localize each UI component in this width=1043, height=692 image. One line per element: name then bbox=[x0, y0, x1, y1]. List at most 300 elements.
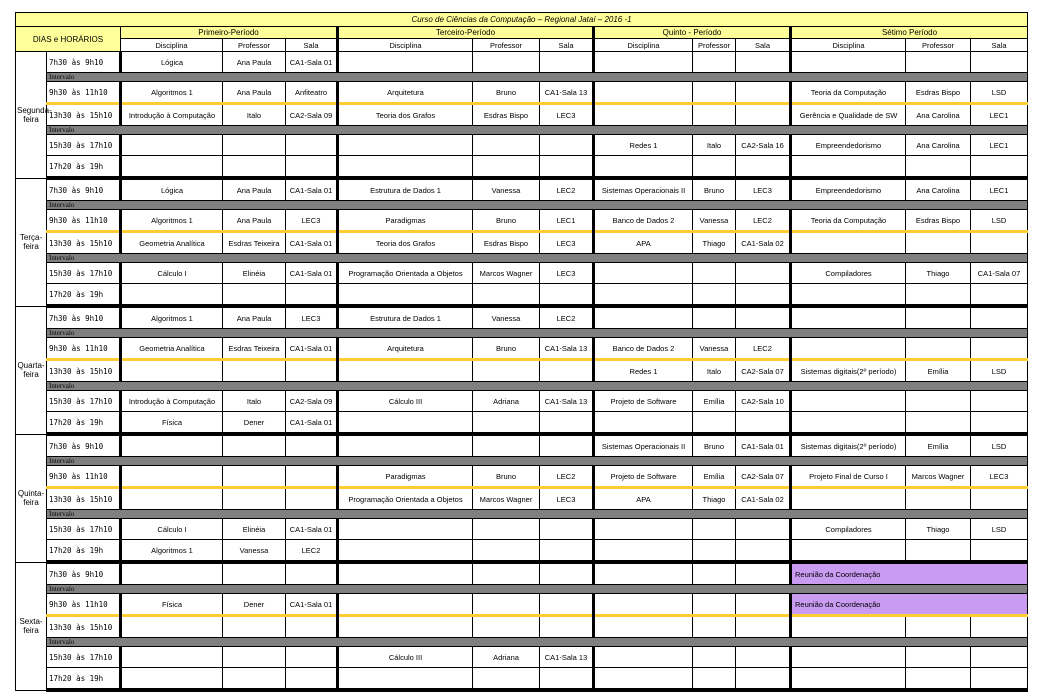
time-slot-label: 13h30 às 15h10 bbox=[47, 104, 121, 126]
p5-sala-cell: LEC2 bbox=[736, 210, 791, 232]
p3-professor-cell bbox=[473, 519, 540, 540]
p3-professor-cell bbox=[473, 434, 540, 457]
p3-disciplina-cell: Paradigmas bbox=[338, 466, 473, 488]
p7-professor-cell: Ana Carolina bbox=[906, 104, 971, 126]
p3-sala-cell bbox=[540, 519, 594, 540]
time-slot-row bbox=[16, 594, 1028, 616]
p1-sala-cell: LEC3 bbox=[286, 210, 338, 232]
time-slot-row bbox=[16, 232, 1028, 254]
time-slot-label: 15h30 às 17h10 bbox=[47, 135, 121, 156]
p3-disciplina-cell: Teoria dos Grafos bbox=[338, 104, 473, 126]
p7-disciplina-cell bbox=[791, 616, 906, 638]
p1-disciplina-cell: Cálculo I bbox=[121, 263, 223, 284]
p1-sala-cell: CA1-Sala 01 bbox=[286, 52, 338, 73]
p7-professor-cell bbox=[906, 647, 971, 668]
p3-sala-cell bbox=[540, 594, 594, 616]
p5-professor-cell: Emília bbox=[693, 391, 736, 412]
period-header-1: Primeiro-Período bbox=[121, 27, 338, 39]
p5-professor-cell bbox=[693, 52, 736, 73]
p7-sala-cell bbox=[971, 338, 1028, 360]
p5-disciplina-cell: APA bbox=[594, 488, 693, 510]
p5-professor-cell bbox=[693, 562, 736, 585]
interval-row bbox=[16, 638, 1028, 647]
p3-disciplina-cell bbox=[338, 519, 473, 540]
p7-sala-cell bbox=[971, 52, 1028, 73]
p7-sala-cell: CA1-Sala 07 bbox=[971, 263, 1028, 284]
p5-disciplina-cell: Projeto de Software bbox=[594, 466, 693, 488]
p1-disciplina-cell: Algoritmos 1 bbox=[121, 82, 223, 104]
coordination-meeting-cell: Reunião da Coordenação bbox=[791, 594, 1028, 616]
col-header-disciplina: Disciplina bbox=[594, 39, 693, 52]
p7-disciplina-cell: Projeto Final de Curso I bbox=[791, 466, 906, 488]
p7-sala-cell: LEC3 bbox=[971, 466, 1028, 488]
p5-sala-cell bbox=[736, 104, 791, 126]
p5-sala-cell bbox=[736, 52, 791, 73]
p3-disciplina-cell bbox=[338, 540, 473, 563]
time-slot-label: 9h30 às 11h10 bbox=[47, 594, 121, 616]
p1-professor-cell: Ana Paula bbox=[223, 82, 286, 104]
p5-professor-cell bbox=[693, 306, 736, 329]
col-header-professor: Professor bbox=[223, 39, 286, 52]
p5-professor-cell: Vanessa bbox=[693, 210, 736, 232]
p7-professor-cell bbox=[906, 232, 971, 254]
p3-professor-cell: Marcos Wagner bbox=[473, 263, 540, 284]
p1-sala-cell: CA1-Sala 01 bbox=[286, 263, 338, 284]
p3-disciplina-cell: Programação Orientada a Objetos bbox=[338, 263, 473, 284]
p1-disciplina-cell: Algoritmos 1 bbox=[121, 306, 223, 329]
p1-disciplina-cell bbox=[121, 488, 223, 510]
col-header-sala: Sala bbox=[286, 39, 338, 52]
p1-professor-cell: Dener bbox=[223, 412, 286, 435]
p3-sala-cell bbox=[540, 540, 594, 563]
p3-professor-cell bbox=[473, 668, 540, 691]
p3-sala-cell: CA1-Sala 13 bbox=[540, 647, 594, 668]
p7-professor-cell bbox=[906, 668, 971, 691]
p7-disciplina-cell: Compiladores bbox=[791, 263, 906, 284]
p1-disciplina-cell: Física bbox=[121, 412, 223, 435]
schedule-sheet bbox=[15, 12, 1028, 692]
p7-disciplina-cell bbox=[791, 540, 906, 563]
p3-professor-cell bbox=[473, 412, 540, 435]
p3-disciplina-cell bbox=[338, 562, 473, 585]
interval-label: Intervalo bbox=[47, 457, 1028, 466]
p5-sala-cell bbox=[736, 540, 791, 563]
p1-sala-cell bbox=[286, 156, 338, 179]
p7-professor-cell: Ana Carolina bbox=[906, 178, 971, 201]
col-header-disciplina: Disciplina bbox=[121, 39, 223, 52]
p7-sala-cell bbox=[971, 156, 1028, 179]
interval-row bbox=[16, 73, 1028, 82]
p3-disciplina-cell: Cálculo III bbox=[338, 647, 473, 668]
p1-sala-cell: LEC3 bbox=[286, 306, 338, 329]
p3-professor-cell bbox=[473, 284, 540, 307]
p1-disciplina-cell bbox=[121, 647, 223, 668]
p7-disciplina-cell: Sistemas digitais(2º período) bbox=[791, 360, 906, 382]
p1-sala-cell: CA1-Sala 01 bbox=[286, 519, 338, 540]
p3-disciplina-cell bbox=[338, 412, 473, 435]
p7-disciplina-cell bbox=[791, 156, 906, 179]
p1-sala-cell bbox=[286, 135, 338, 156]
interval-label: Intervalo bbox=[47, 254, 1028, 263]
time-slot-row bbox=[16, 104, 1028, 126]
p1-professor-cell bbox=[223, 466, 286, 488]
p5-sala-cell: CA2-Sala 10 bbox=[736, 391, 791, 412]
col-header-sala: Sala bbox=[540, 39, 594, 52]
p1-sala-cell: CA2-Sala 09 bbox=[286, 391, 338, 412]
p5-professor-cell bbox=[693, 82, 736, 104]
p7-sala-cell bbox=[971, 616, 1028, 638]
time-slot-row bbox=[16, 466, 1028, 488]
time-slot-label: 7h30 às 9h10 bbox=[47, 306, 121, 329]
p3-professor-cell: Bruno bbox=[473, 82, 540, 104]
p7-professor-cell: Emília bbox=[906, 360, 971, 382]
p1-professor-cell bbox=[223, 360, 286, 382]
p5-sala-cell bbox=[736, 412, 791, 435]
p5-sala-cell bbox=[736, 616, 791, 638]
p7-professor-cell bbox=[906, 52, 971, 73]
p7-professor-cell bbox=[906, 338, 971, 360]
time-slot-row bbox=[16, 668, 1028, 691]
time-slot-label: 17h20 às 19h bbox=[47, 284, 121, 307]
p1-sala-cell bbox=[286, 284, 338, 307]
p3-disciplina-cell: Teoria dos Grafos bbox=[338, 232, 473, 254]
p3-sala-cell bbox=[540, 668, 594, 691]
p3-professor-cell: Marcos Wagner bbox=[473, 488, 540, 510]
p3-sala-cell: LEC3 bbox=[540, 263, 594, 284]
p7-sala-cell: LEC1 bbox=[971, 104, 1028, 126]
interval-label: Intervalo bbox=[47, 585, 1028, 594]
p3-disciplina-cell: Arquitetura bbox=[338, 338, 473, 360]
p1-sala-cell: CA1-Sala 01 bbox=[286, 594, 338, 616]
p5-disciplina-cell bbox=[594, 52, 693, 73]
p5-disciplina-cell: APA bbox=[594, 232, 693, 254]
time-slot-label: 7h30 às 9h10 bbox=[47, 178, 121, 201]
p7-professor-cell: Thiago bbox=[906, 519, 971, 540]
p1-disciplina-cell: Física bbox=[121, 594, 223, 616]
interval-label: Intervalo bbox=[47, 126, 1028, 135]
p1-disciplina-cell: Geometria Analítica bbox=[121, 338, 223, 360]
p5-professor-cell bbox=[693, 263, 736, 284]
p7-disciplina-cell: Sistemas digitais(2º período) bbox=[791, 434, 906, 457]
p1-disciplina-cell bbox=[121, 156, 223, 179]
p5-sala-cell bbox=[736, 594, 791, 616]
interval-label: Intervalo bbox=[47, 382, 1028, 391]
p3-professor-cell bbox=[473, 616, 540, 638]
p5-professor-cell: Italo bbox=[693, 135, 736, 156]
p7-professor-cell bbox=[906, 391, 971, 412]
p1-sala-cell: CA1-Sala 01 bbox=[286, 338, 338, 360]
p5-sala-cell: CA1-Sala 01 bbox=[736, 434, 791, 457]
time-slot-row bbox=[16, 488, 1028, 510]
p7-disciplina-cell bbox=[791, 668, 906, 691]
p5-disciplina-cell bbox=[594, 668, 693, 691]
time-slot-row bbox=[16, 562, 1028, 585]
interval-row bbox=[16, 254, 1028, 263]
time-slot-label: 15h30 às 17h10 bbox=[47, 391, 121, 412]
p5-disciplina-cell: Sistemas Operacionais II bbox=[594, 434, 693, 457]
time-slot-label: 17h20 às 19h bbox=[47, 412, 121, 435]
p1-disciplina-cell bbox=[121, 668, 223, 691]
col-header-disciplina: Disciplina bbox=[338, 39, 473, 52]
p1-disciplina-cell bbox=[121, 466, 223, 488]
p1-sala-cell bbox=[286, 616, 338, 638]
p5-disciplina-cell bbox=[594, 594, 693, 616]
p1-professor-cell: Esdras Teixeira bbox=[223, 232, 286, 254]
col-header-sala: Sala bbox=[971, 39, 1028, 52]
p5-disciplina-cell: Redes 1 bbox=[594, 360, 693, 382]
p5-disciplina-cell bbox=[594, 412, 693, 435]
p7-professor-cell: Thiago bbox=[906, 263, 971, 284]
p7-professor-cell: Esdras Bispo bbox=[906, 82, 971, 104]
p3-disciplina-cell bbox=[338, 594, 473, 616]
p1-professor-cell bbox=[223, 284, 286, 307]
p5-disciplina-cell: Redes 1 bbox=[594, 135, 693, 156]
p5-sala-cell: LEC2 bbox=[736, 338, 791, 360]
p5-disciplina-cell: Banco de Dados 2 bbox=[594, 338, 693, 360]
col-header-professor: Professor bbox=[473, 39, 540, 52]
p5-professor-cell: Bruno bbox=[693, 178, 736, 201]
p1-sala-cell bbox=[286, 668, 338, 691]
time-slot-row bbox=[16, 540, 1028, 563]
p3-sala-cell bbox=[540, 616, 594, 638]
p3-sala-cell: LEC3 bbox=[540, 488, 594, 510]
p3-disciplina-cell bbox=[338, 360, 473, 382]
p7-disciplina-cell: Teoria da Computação bbox=[791, 82, 906, 104]
p1-professor-cell bbox=[223, 616, 286, 638]
time-slot-row bbox=[16, 156, 1028, 179]
p5-sala-cell bbox=[736, 306, 791, 329]
p3-disciplina-cell bbox=[338, 668, 473, 691]
p1-disciplina-cell bbox=[121, 562, 223, 585]
time-slot-label: 7h30 às 9h10 bbox=[47, 434, 121, 457]
time-slot-row bbox=[16, 178, 1028, 201]
time-slot-row bbox=[16, 391, 1028, 412]
p1-professor-cell: Elinéia bbox=[223, 519, 286, 540]
p7-disciplina-cell bbox=[791, 488, 906, 510]
p3-sala-cell bbox=[540, 52, 594, 73]
p7-professor-cell bbox=[906, 156, 971, 179]
p1-sala-cell: LEC2 bbox=[286, 540, 338, 563]
p1-professor-cell: Ana Paula bbox=[223, 52, 286, 73]
p5-disciplina-cell bbox=[594, 284, 693, 307]
p7-professor-cell bbox=[906, 540, 971, 563]
time-slot-row bbox=[16, 519, 1028, 540]
p7-sala-cell bbox=[971, 668, 1028, 691]
interval-row bbox=[16, 201, 1028, 210]
p5-professor-cell bbox=[693, 616, 736, 638]
time-slot-label: 17h20 às 19h bbox=[47, 156, 121, 179]
p7-sala-cell: LSD bbox=[971, 360, 1028, 382]
p1-professor-cell: Italo bbox=[223, 104, 286, 126]
p7-sala-cell: LEC1 bbox=[971, 178, 1028, 201]
p1-sala-cell bbox=[286, 360, 338, 382]
time-slot-row bbox=[16, 306, 1028, 329]
p3-sala-cell: LEC3 bbox=[540, 232, 594, 254]
p7-sala-cell: LSD bbox=[971, 82, 1028, 104]
p1-sala-cell: CA1-Sala 01 bbox=[286, 412, 338, 435]
p5-disciplina-cell bbox=[594, 647, 693, 668]
time-slot-label: 7h30 às 9h10 bbox=[47, 52, 121, 73]
p7-sala-cell bbox=[971, 412, 1028, 435]
time-slot-label: 9h30 às 11h10 bbox=[47, 210, 121, 232]
p3-professor-cell bbox=[473, 360, 540, 382]
p5-professor-cell bbox=[693, 647, 736, 668]
time-slot-row bbox=[16, 616, 1028, 638]
p5-disciplina-cell: Sistemas Operacionais II bbox=[594, 178, 693, 201]
p3-professor-cell: Bruno bbox=[473, 338, 540, 360]
p7-sala-cell bbox=[971, 488, 1028, 510]
time-slot-label: 15h30 às 17h10 bbox=[47, 647, 121, 668]
p1-professor-cell: Elinéia bbox=[223, 263, 286, 284]
p3-professor-cell: Vanessa bbox=[473, 306, 540, 329]
p5-disciplina-cell bbox=[594, 104, 693, 126]
p3-sala-cell: CA1-Sala 13 bbox=[540, 391, 594, 412]
p1-professor-cell bbox=[223, 647, 286, 668]
time-slot-row bbox=[16, 135, 1028, 156]
p1-professor-cell bbox=[223, 156, 286, 179]
p3-sala-cell: LEC2 bbox=[540, 466, 594, 488]
period-header-7: Sétimo Período bbox=[791, 27, 1028, 39]
interval-label: Intervalo bbox=[47, 201, 1028, 210]
interval-row bbox=[16, 510, 1028, 519]
p3-sala-cell: LEC3 bbox=[540, 104, 594, 126]
day-label: Terça-feira bbox=[16, 178, 47, 306]
col-header-sala: Sala bbox=[736, 39, 791, 52]
p7-disciplina-cell bbox=[791, 338, 906, 360]
time-slot-row bbox=[16, 360, 1028, 382]
p3-disciplina-cell bbox=[338, 52, 473, 73]
p5-sala-cell: CA1-Sala 02 bbox=[736, 488, 791, 510]
p5-professor-cell: Thiago bbox=[693, 488, 736, 510]
p5-disciplina-cell bbox=[594, 306, 693, 329]
p1-professor-cell: Esdras Teixeira bbox=[223, 338, 286, 360]
p5-sala-cell: CA1-Sala 02 bbox=[736, 232, 791, 254]
p3-professor-cell bbox=[473, 594, 540, 616]
p5-professor-cell bbox=[693, 668, 736, 691]
p3-professor-cell bbox=[473, 562, 540, 585]
p1-sala-cell bbox=[286, 562, 338, 585]
day-label: Quarta-feira bbox=[16, 306, 47, 434]
p3-professor-cell bbox=[473, 52, 540, 73]
p7-sala-cell: LSD bbox=[971, 210, 1028, 232]
interval-label: Intervalo bbox=[47, 638, 1028, 647]
p7-professor-cell: Emília bbox=[906, 434, 971, 457]
p1-disciplina-cell: Cálculo I bbox=[121, 519, 223, 540]
time-slot-label: 15h30 às 17h10 bbox=[47, 263, 121, 284]
period-header-3: Terceiro-Período bbox=[338, 27, 594, 39]
p7-disciplina-cell bbox=[791, 306, 906, 329]
schedule-body bbox=[16, 52, 1028, 691]
col-header-professor: Professor bbox=[693, 39, 736, 52]
p1-disciplina-cell: Lógica bbox=[121, 178, 223, 201]
p3-disciplina-cell bbox=[338, 135, 473, 156]
p7-disciplina-cell bbox=[791, 284, 906, 307]
interval-row bbox=[16, 457, 1028, 466]
p1-professor-cell bbox=[223, 668, 286, 691]
p3-sala-cell bbox=[540, 412, 594, 435]
time-slot-row bbox=[16, 338, 1028, 360]
p7-disciplina-cell bbox=[791, 647, 906, 668]
p1-disciplina-cell: Lógica bbox=[121, 52, 223, 73]
p5-professor-cell: Thiago bbox=[693, 232, 736, 254]
p3-professor-cell: Esdras Bispo bbox=[473, 104, 540, 126]
p5-disciplina-cell bbox=[594, 519, 693, 540]
time-slot-label: 9h30 às 11h10 bbox=[47, 466, 121, 488]
p3-professor-cell bbox=[473, 540, 540, 563]
time-slot-row bbox=[16, 82, 1028, 104]
p5-sala-cell bbox=[736, 156, 791, 179]
p3-sala-cell bbox=[540, 562, 594, 585]
p7-sala-cell: LSD bbox=[971, 434, 1028, 457]
col-header-disciplina: Disciplina bbox=[791, 39, 906, 52]
interval-row bbox=[16, 329, 1028, 338]
time-slot-label: 13h30 às 15h10 bbox=[47, 488, 121, 510]
p5-disciplina-cell bbox=[594, 616, 693, 638]
p7-disciplina-cell bbox=[791, 391, 906, 412]
p7-sala-cell bbox=[971, 306, 1028, 329]
p1-disciplina-cell: Introdução à Computação bbox=[121, 391, 223, 412]
p3-sala-cell bbox=[540, 284, 594, 307]
p1-sala-cell: Anfiteatro bbox=[286, 82, 338, 104]
p5-professor-cell bbox=[693, 412, 736, 435]
time-slot-row bbox=[16, 210, 1028, 232]
time-slot-label: 13h30 às 15h10 bbox=[47, 616, 121, 638]
time-slot-row bbox=[16, 263, 1028, 284]
time-slot-row bbox=[16, 434, 1028, 457]
p5-disciplina-cell bbox=[594, 540, 693, 563]
p3-professor-cell: Adriana bbox=[473, 647, 540, 668]
p1-professor-cell: Italo bbox=[223, 391, 286, 412]
p7-sala-cell bbox=[971, 391, 1028, 412]
p5-sala-cell: CA2-Sala 07 bbox=[736, 360, 791, 382]
p1-disciplina-cell bbox=[121, 135, 223, 156]
p3-professor-cell bbox=[473, 156, 540, 179]
p7-sala-cell bbox=[971, 647, 1028, 668]
time-slot-label: 13h30 às 15h10 bbox=[47, 232, 121, 254]
p3-disciplina-cell: Paradigmas bbox=[338, 210, 473, 232]
p1-disciplina-cell: Algoritmos 1 bbox=[121, 540, 223, 563]
time-slot-row bbox=[16, 412, 1028, 435]
p3-disciplina-cell: Cálculo III bbox=[338, 391, 473, 412]
p5-sala-cell bbox=[736, 519, 791, 540]
p7-sala-cell bbox=[971, 284, 1028, 307]
p5-professor-cell: Vanessa bbox=[693, 338, 736, 360]
p5-disciplina-cell bbox=[594, 82, 693, 104]
p5-professor-cell bbox=[693, 540, 736, 563]
p5-professor-cell bbox=[693, 104, 736, 126]
interval-row bbox=[16, 126, 1028, 135]
p3-professor-cell: Bruno bbox=[473, 210, 540, 232]
p3-disciplina-cell bbox=[338, 156, 473, 179]
day-label: Quinta-feira bbox=[16, 434, 47, 562]
time-slot-label: 9h30 às 11h10 bbox=[47, 338, 121, 360]
p1-sala-cell: CA1-Sala 01 bbox=[286, 232, 338, 254]
p1-professor-cell bbox=[223, 562, 286, 585]
p5-sala-cell bbox=[736, 647, 791, 668]
p3-sala-cell bbox=[540, 156, 594, 179]
p1-professor-cell: Ana Paula bbox=[223, 306, 286, 329]
interval-row bbox=[16, 585, 1028, 594]
p1-disciplina-cell: Introdução à Computação bbox=[121, 104, 223, 126]
p3-sala-cell bbox=[540, 135, 594, 156]
schedule-table bbox=[15, 12, 1028, 692]
p7-disciplina-cell bbox=[791, 412, 906, 435]
time-slot-label: 15h30 às 17h10 bbox=[47, 519, 121, 540]
interval-row bbox=[16, 382, 1028, 391]
time-slot-row bbox=[16, 284, 1028, 307]
p5-sala-cell bbox=[736, 82, 791, 104]
p7-disciplina-cell bbox=[791, 232, 906, 254]
